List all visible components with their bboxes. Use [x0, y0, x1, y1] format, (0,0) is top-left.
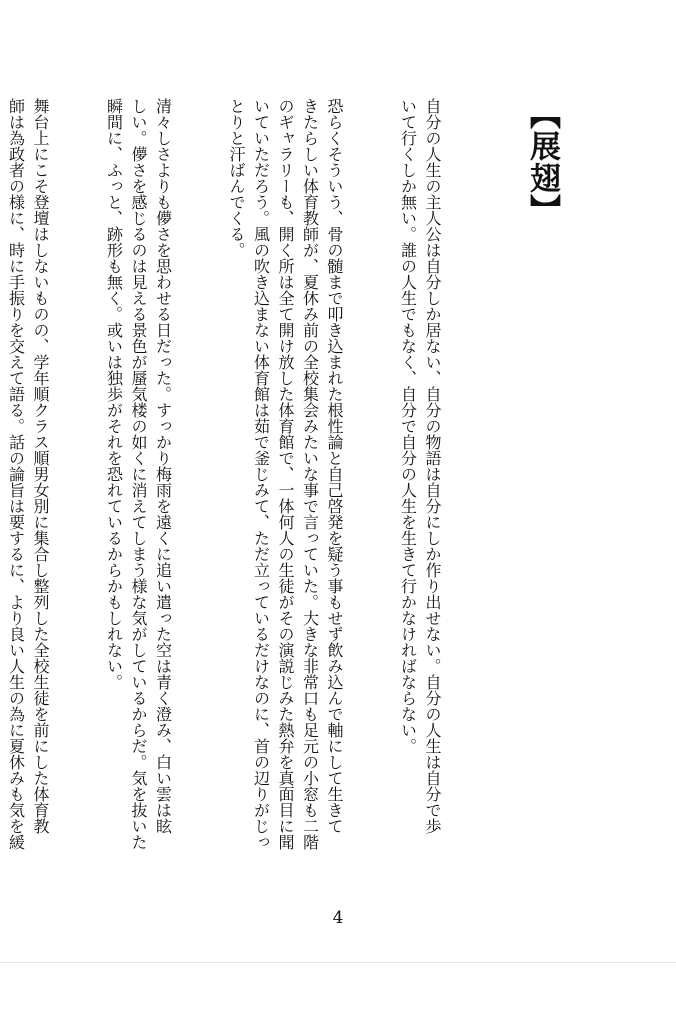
- vertical-text-block: [0, 98, 620, 888]
- page-divider: [0, 962, 676, 963]
- paragraph: 清々しさよりも儚さを思わせる日だった。すっかり梅雨を遠くに追い遣った空は青く澄み、白い雲は眩 しい。儚さを感じるのは見える景色が蜃気楼の如くに消えてしまう様な気がしているからだ。気を抜いた 瞬間に、ふっと、跡形も無く。或いは独歩がそれを恐れているからかもしれない。: [104, 98, 173, 850]
- chapter-title: 【展翅】: [524, 98, 560, 226]
- paragraph: 舞台上にこそ登壇はしないものの、学年順クラス順男女別に集合し整列した全校生徒を前にした体育教 師は為政者の様に、時に手振りを交えて語る。話の論旨は要するに、より良い人生の為に夏休みも気を緩: [6, 98, 50, 850]
- page-number: 4: [332, 908, 344, 928]
- paragraph: 自分の人生の主人公は自分しか居ない、自分の物語は自分にしか作り出せない。自分の人生は自分で歩 いて行くしか無い。誰の人生でもなく、自分で自分の人生を生きて行かなければならない。: [398, 98, 442, 834]
- paragraph: 恐らくそういう、骨の髄まで叩き込まれた根性論と自己啓発を疑う事もせず飲み込んで軸にして生きて きたらしい体育教師が、夏休み前の全校集会みたいな事で言っていた。大きな非常口も足元の小窓も二階 のギャラリーも、開く所は全て開け放した体育館で、一体何人の生徒がその演説じみた熱弁を真面目に聞 いていただろう。風の吹き込まない体育館は茹で釜じみて、ただ立っているだけなのに、首の辺りがじっ とりと汗ばんでくる。: [227, 98, 344, 850]
